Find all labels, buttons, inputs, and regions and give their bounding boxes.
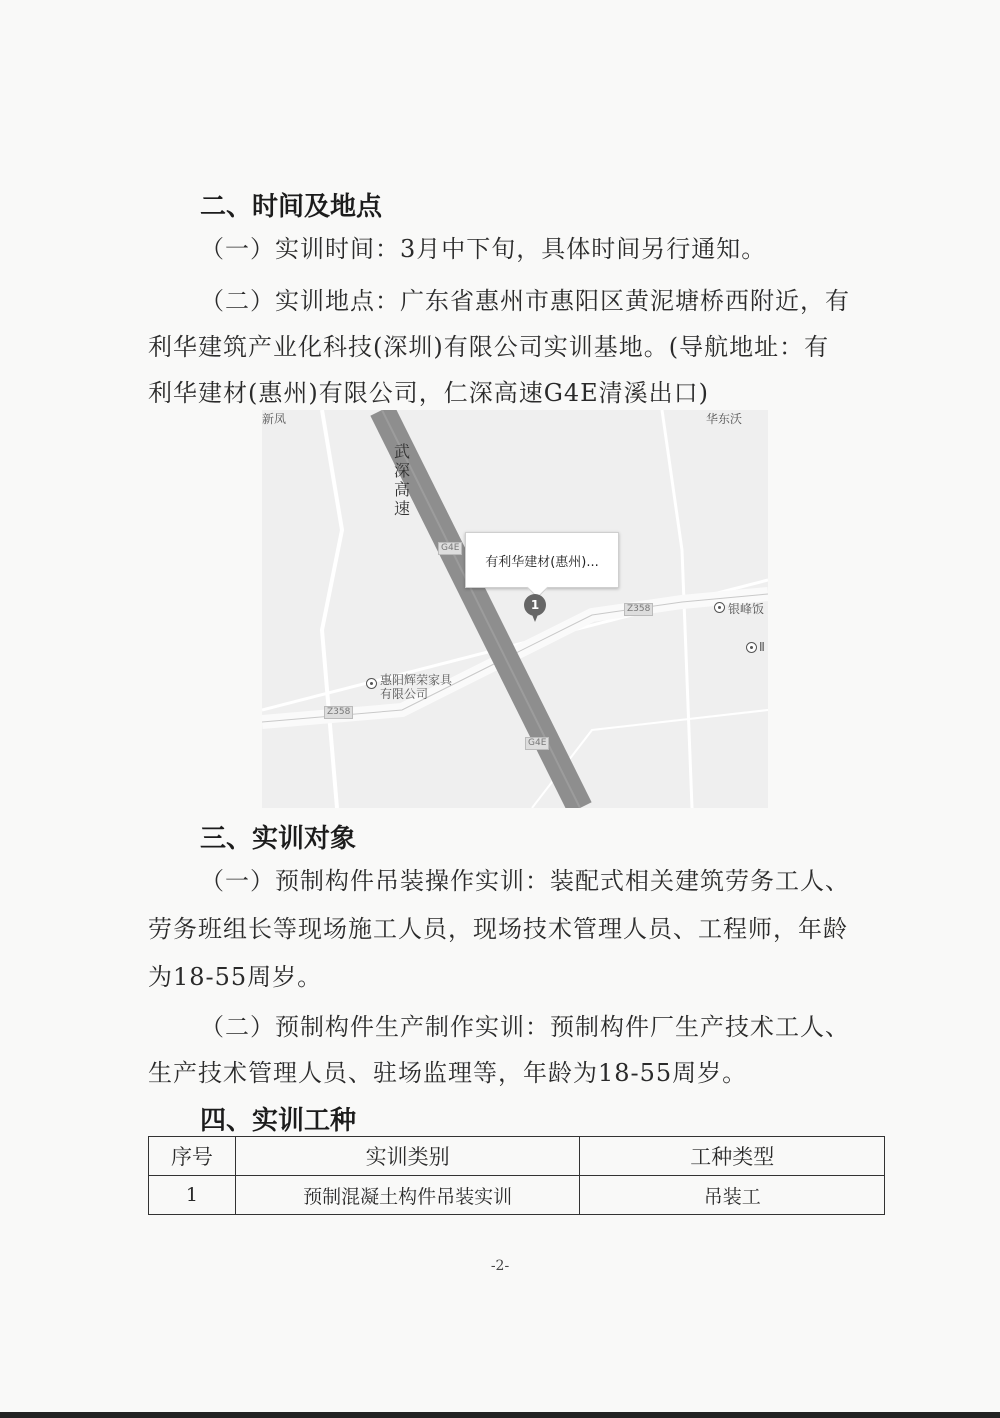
job-types-table [148,1136,885,1215]
section-heading-trainees: 三、实训对象 [200,824,357,854]
map-callout[interactable]: 有利华建材(惠州)... [465,532,619,588]
table-cell: 1 [149,1176,236,1215]
map-poi-right: Ⅱ [759,640,765,654]
table-header-cell: 序号 [149,1137,236,1176]
map-poi-company-line: 有限公司 [380,687,429,701]
paragraph-training-time: （一）实训时间：3月中下旬，具体时间另行通知。 [200,235,767,263]
section-heading-job-types: 四、实训工种 [200,1106,357,1136]
table-row [149,1176,885,1215]
scan-edge-divider [0,1412,1000,1418]
paragraph-navigation-address: 利华建材(惠州)有限公司，仁深高速G4E清溪出口) [148,379,710,407]
map-poi-company-line: 惠阳辉荣家具 [380,673,453,687]
paragraph-trainees-1: （一）预制构件吊装操作实训：装配式相关建筑劳务工人、 [200,867,850,895]
map-road-tag: G4E [525,737,549,750]
paragraph-trainees-1-end: 为18-55周岁。 [148,963,323,991]
paragraph-trainees-2: （二）预制构件生产制作实训：预制构件厂生产技术工人、 [200,1013,850,1041]
poi-icon [714,602,725,613]
table-header-cell: 工种类型 [580,1137,885,1176]
table-cell: 吊装工 [580,1176,885,1215]
paragraph-trainees-1-cont: 劳务班组长等现场施工人员，现场技术管理人员、工程师，年龄 [148,915,848,943]
map-road-tag: G4E [438,542,462,555]
map-highway-label: 武深高速 [394,442,411,518]
poi-icon [366,678,377,689]
map-road-tag: Z358 [624,603,653,616]
paragraph-training-location-cont: 利华建筑产业化科技(深圳)有限公司实训基地。(导航地址：有 [148,333,830,361]
table-header-cell: 实训类别 [235,1137,580,1176]
paragraph-trainees-2-cont: 生产技术管理人员、驻场监理等，年龄为18-55周岁。 [148,1059,748,1087]
paragraph-training-location: （二）实训地点：广东省惠州市惠阳区黄泥塘桥西附近，有 [200,287,850,315]
section-heading-time-location: 二、时间及地点 [200,192,383,222]
map-roads [262,410,768,808]
location-map [262,410,768,808]
map-road-tag: Z358 [324,706,353,719]
poi-icon [746,642,757,653]
table-header-row [149,1137,885,1176]
map-label-top-left: 新凤 [262,412,287,426]
map-label-top-right: 华东沃 [706,412,743,426]
table-cell: 预制混凝土构件吊装实训 [235,1176,580,1215]
map-marker-pin-icon[interactable]: 1 [524,594,546,616]
map-poi-company [380,673,452,701]
page-number: -2- [490,1258,510,1274]
map-poi-hotel: 银峰饭 [728,602,765,616]
